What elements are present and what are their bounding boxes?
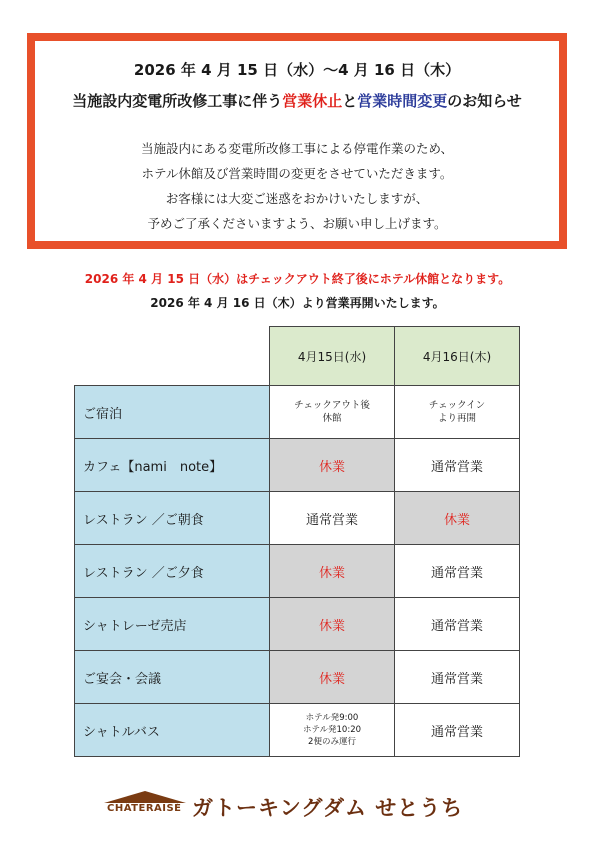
table-corner [75,327,270,386]
cell-line: 休館 [322,413,342,424]
table-row [75,386,520,439]
row-label: カフェ【nami note】 [75,439,270,492]
cell-dinner-d1: 休業 [270,545,395,598]
cell-line: チェックアウト後 [294,400,370,411]
table-header-row [75,327,520,386]
title-closed: 営業休止 [282,92,343,110]
cell-shuttle-d1 [270,704,395,757]
table-row [75,598,520,651]
row-label: レストラン ／ご朝食 [75,492,270,545]
cell-shop-d1: 休業 [270,598,395,651]
cell-line: より再開 [437,413,476,424]
cell-dinner-d2: 通常営業 [395,545,520,598]
table-row [75,651,520,704]
footer-logo [0,786,595,826]
table-row [75,704,520,757]
cell-line: チェックイン [428,400,486,411]
notice-dates: 2026 年 4 月 15 日（水）～4 月 16 日（木） [133,61,461,79]
cell-shop-d2: 通常営業 [395,598,520,651]
title-hours: 営業時間変更 [357,92,448,110]
brand-name: ガトーキングダム せとうち [192,796,464,820]
cell-breakfast-d1: 通常営業 [270,492,395,545]
schedule-table [74,326,520,757]
cell-line: ホテル発9:00 [305,713,359,723]
row-label: シャトルバス [75,704,270,757]
notice-body-line: お客様には大変ご迷惑をおかけいたしますが、 [165,191,429,206]
cell-breakfast-d2: 休業 [395,492,520,545]
row-label: シャトレーゼ売店 [75,598,270,651]
table-row [75,492,520,545]
cell-cafe-d2: 通常営業 [395,439,520,492]
title-pre: 当施設内変電所改修工事に伴う [72,92,283,110]
cell-banquet-d1: 休業 [270,651,395,704]
date-header-1: 4月15日(水) [270,327,395,386]
cell-line: ホテル発10:20 [302,725,362,735]
title-and: と [342,92,358,110]
closure-announcement: 2026 年 4 月 15 日（水）はチェックアウト終了後にホテル休館となります。 [84,272,511,286]
title-post: のお知らせ [447,92,522,110]
cell-lodging-d2 [395,386,520,439]
notice-body [35,136,559,236]
row-label: レストラン ／ご夕食 [75,545,270,598]
notice-title [35,90,559,111]
notice-body-line: 予めご了承くださいますよう、お願い申し上げます。 [147,216,447,231]
cell-line: 2便のみ運行 [308,737,356,747]
roof-logo-icon [104,790,186,804]
company-logo: CHÂTERAISÉ [107,803,182,814]
table-row [75,439,520,492]
notice-box [27,33,567,249]
cell-shuttle-d2: 通常営業 [395,704,520,757]
reopen-announcement: 2026 年 4 月 16 日（木）より営業再開いたします。 [150,296,445,310]
row-label: ご宴会・会議 [75,651,270,704]
notice-body-line: 当施設内にある変電所改修工事による停電作業のため、 [140,141,453,156]
date-header-2: 4月16日(木) [395,327,520,386]
table-row [75,545,520,598]
row-label: ご宿泊 [75,386,270,439]
cell-banquet-d2: 通常営業 [395,651,520,704]
cell-lodging-d1 [270,386,395,439]
notice-body-line: ホテル休館及び営業時間の変更をさせていただきます。 [141,166,453,181]
cell-cafe-d1: 休業 [270,439,395,492]
